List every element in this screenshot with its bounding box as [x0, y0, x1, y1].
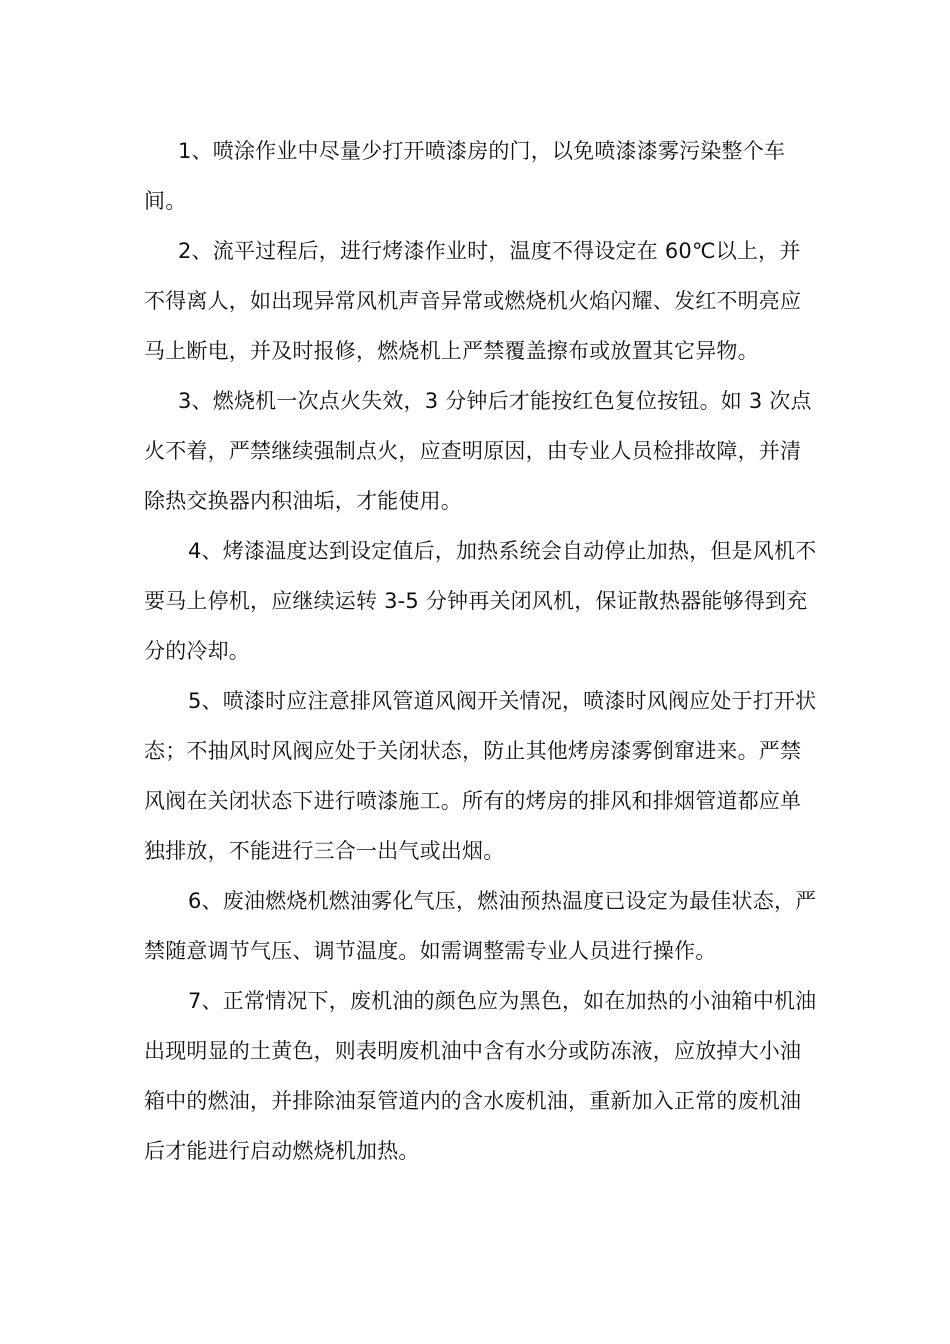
paragraph-4: 4、烤漆温度达到设定值后，加热系统会自动停止加热，但是风机不要马上停机，应继续运转 3-5 分钟再关闭风机，保证散热器能够得到充分的冷却。 — [144, 539, 817, 663]
paragraph-6: 6、废油燃烧机燃油雾化气压，燃油预热温度已设定为最佳状态，严禁随意调节气压、调节温度。如需调整需专业人员进行操作。 — [144, 889, 817, 963]
document-body — [144, 126, 819, 1176]
paragraph-2: 2、流平过程后，进行烤漆作业时，温度不得设定在 60℃以上，并不得离人，如出现异常风机声音异常或燃烧机火焰闪耀、发红不明亮应马上断电，并及时报修，燃烧机上严禁覆盖擦布或放置其它异物。 — [144, 239, 802, 363]
paragraph-5: 5、喷漆时应注意排风管道风阀开关情况，喷漆时风阀应处于打开状态；不抽风时风阀应处于关闭状态，防止其他烤房漆雾倒窜进来。严禁风阀在关闭状态下进行喷漆施工。所有的烤房的排风和排烟管道都应单独排放，不能进行三合一出气或出烟。 — [144, 689, 817, 863]
paragraph-3: 3、燃烧机一次点火失效，3 分钟后才能按红色复位按钮。如 3 次点火不着，严禁继续强制点火，应查明原因，由专业人员检排故障，并清除热交换器内积油垢，才能使用。 — [144, 389, 812, 513]
paragraph-7: 7、正常情况下，废机油的颜色应为黑色，如在加热的小油箱中机油出现明显的土黄色，则表明废机油中含有水分或防冻液，应放掉大小油箱中的燃油，并排除油泵管道内的含水废机油，重新加入正常的废机油后才能进行启动燃烧机加热。 — [144, 989, 817, 1163]
paragraph-1: 1、喷涂作业中尽量少打开喷漆房的门，以免喷漆漆雾污染整个车间。 — [144, 139, 786, 213]
